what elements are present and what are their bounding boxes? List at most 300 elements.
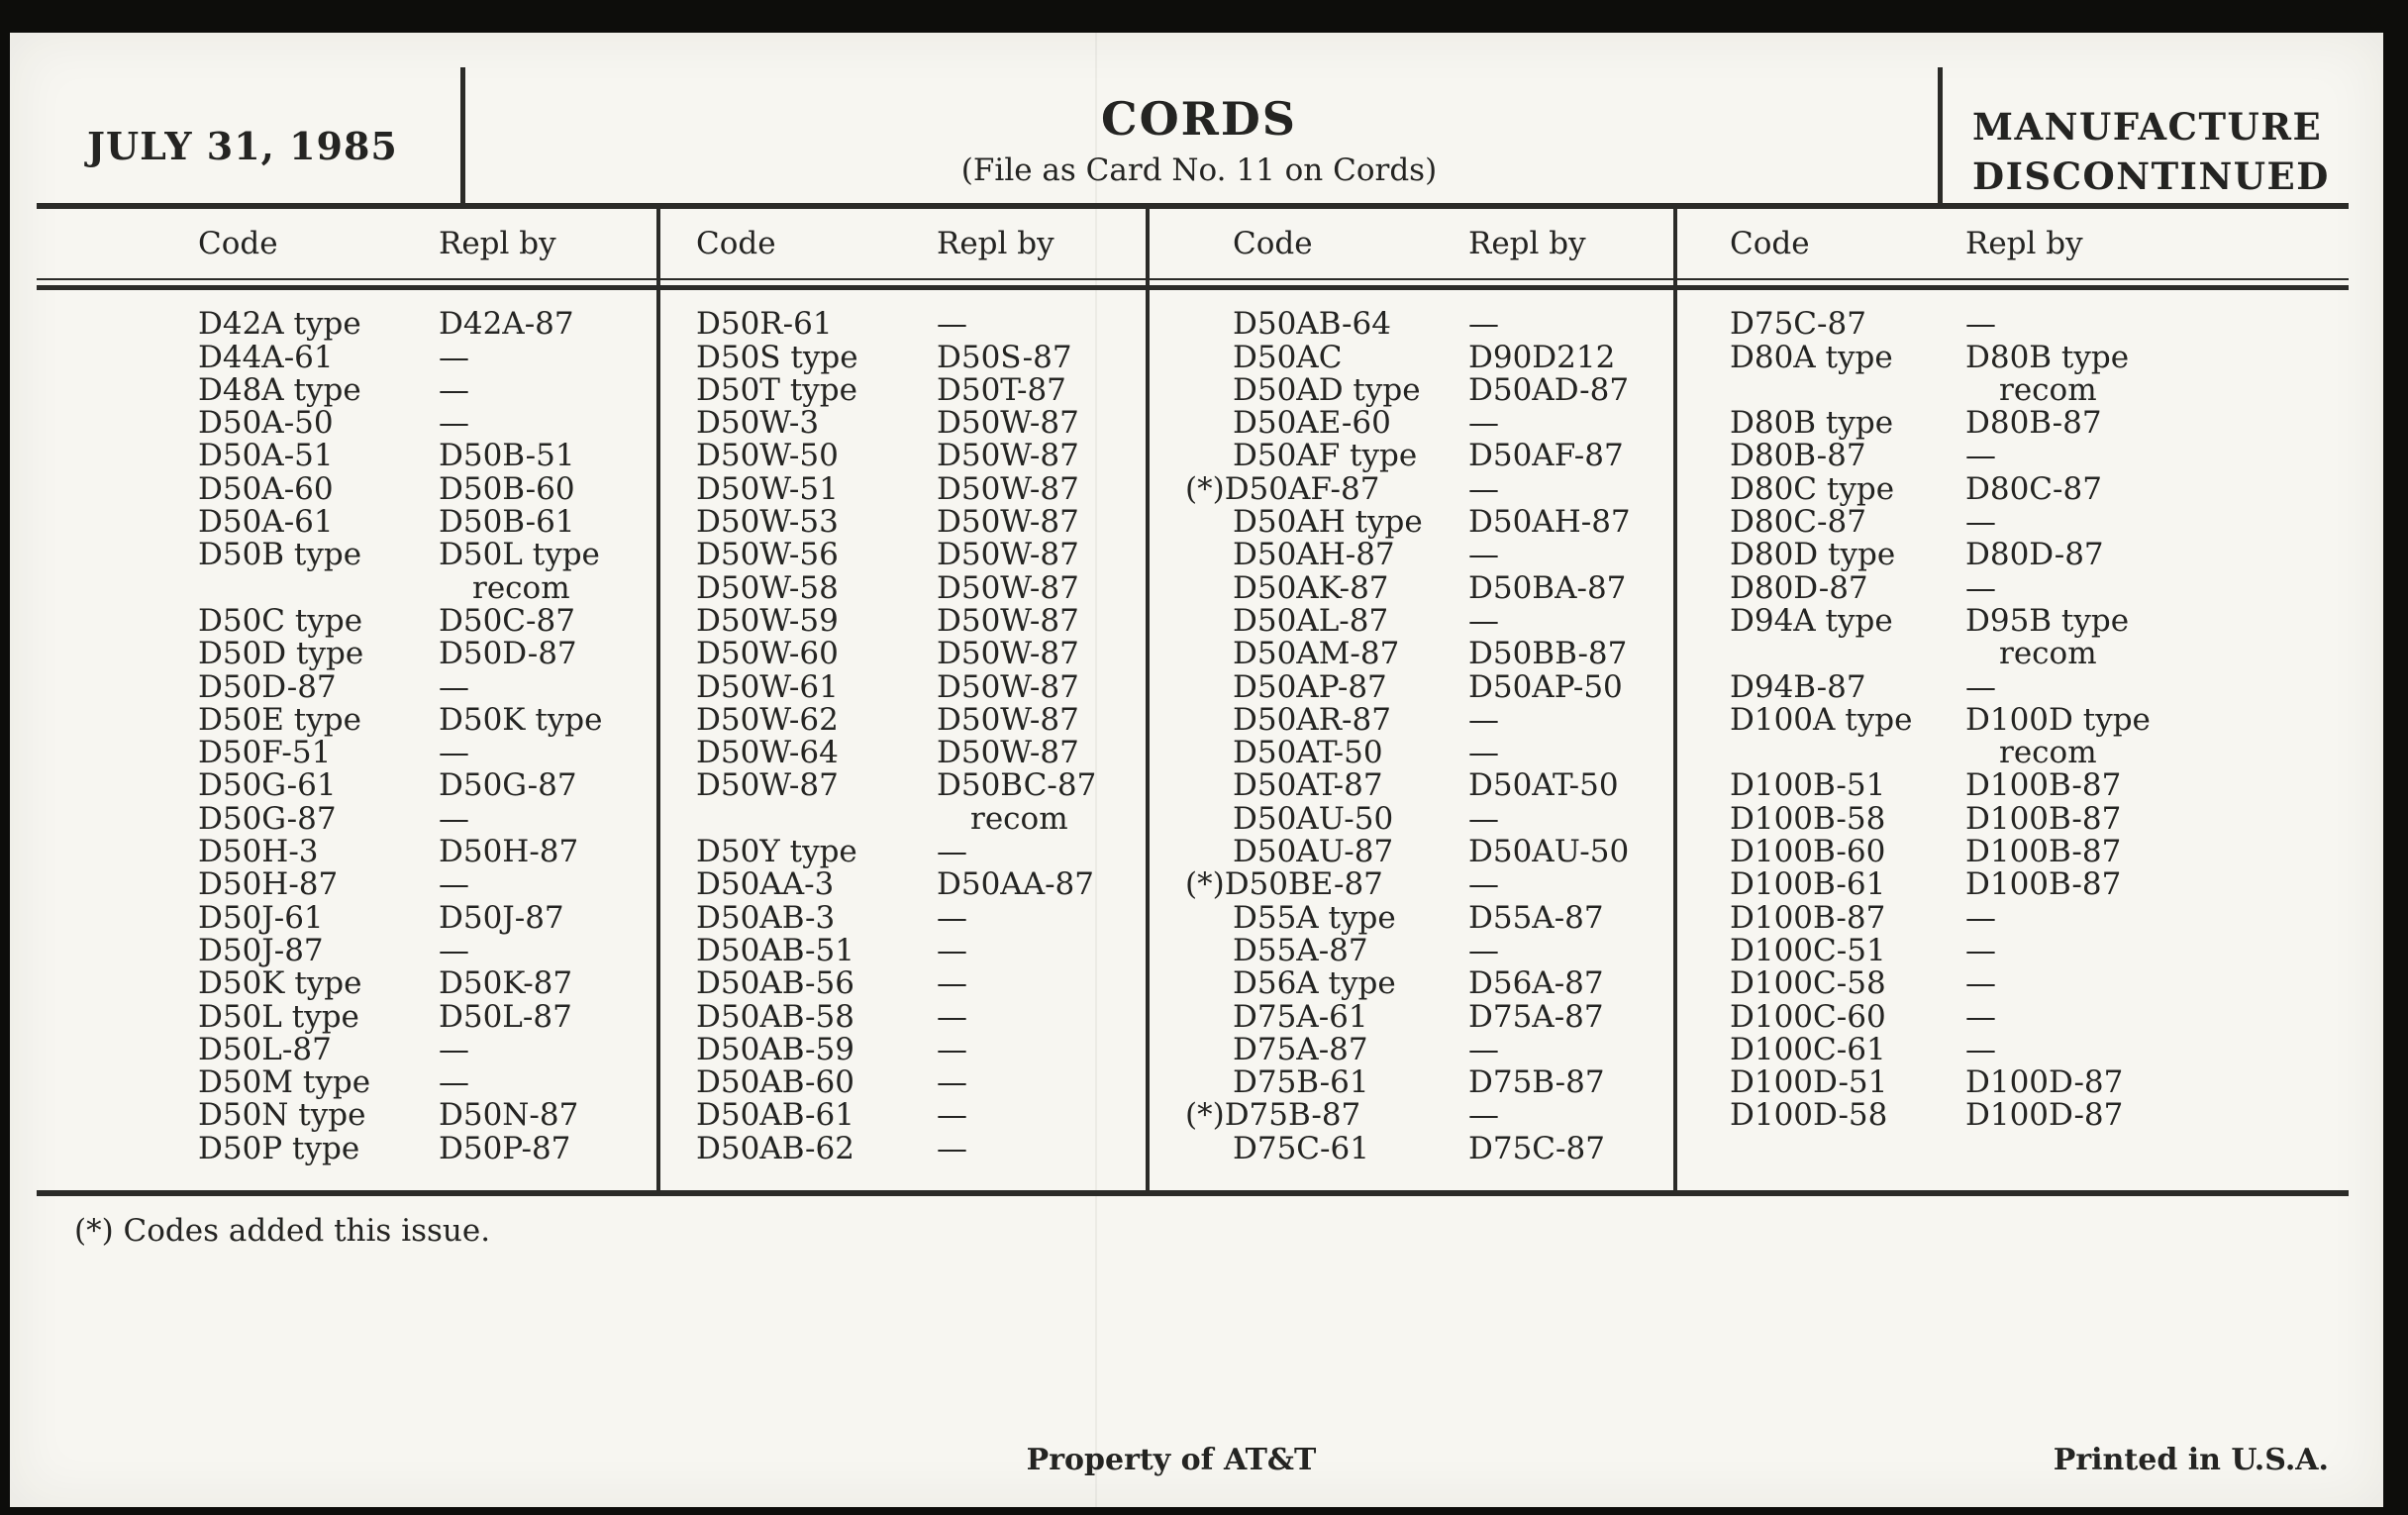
column-header-code: Code <box>198 226 278 261</box>
code-cell: D50W-64 <box>696 735 839 771</box>
repl-by-cell: — <box>1468 735 1499 771</box>
code-cell: D50AB-58 <box>696 998 854 1035</box>
table-row <box>656 407 1146 440</box>
code-cell: D50AE-60 <box>1233 405 1391 442</box>
table-row <box>1146 932 1673 968</box>
code-cell: D50D type <box>198 636 364 672</box>
code-cell: D50H-3 <box>198 834 319 870</box>
code-cell: D50AB-59 <box>696 1031 854 1067</box>
code-cell: D50W-60 <box>696 636 839 672</box>
code-cell: D50L type <box>198 998 359 1035</box>
repl-by-cell: D75A-87 <box>1468 998 1604 1035</box>
code-cell: D75C-61 <box>1233 1130 1369 1166</box>
column-header-code: Code <box>1730 226 1810 261</box>
repl-by-cell: — <box>1965 504 1996 541</box>
table-row <box>1673 440 2349 472</box>
code-cell: D50D-87 <box>198 668 337 705</box>
repl-by-cell: D80B-87 <box>1965 405 2102 442</box>
repl-by-cell: D50B-60 <box>439 470 575 507</box>
code-cell: D50AB-56 <box>696 965 854 1002</box>
code-cell: D50AL-87 <box>1233 602 1389 639</box>
code-cell: D75A-61 <box>1233 998 1368 1035</box>
repl-by-cell: — <box>1965 965 1996 1002</box>
repl-by-cell: D100D-87 <box>1965 1064 2124 1101</box>
page-title: CORDS <box>1100 92 1298 146</box>
code-cell: D50C type <box>198 602 363 639</box>
repl-by-cell: — <box>439 866 469 903</box>
repl-by-cell: — <box>937 1031 967 1067</box>
table-row <box>37 371 653 408</box>
repl-by-cell: D75C-87 <box>1468 1130 1605 1166</box>
table-row <box>37 668 653 705</box>
repl-by-cell: D50K type <box>439 701 603 738</box>
code-cell: D50G-61 <box>198 767 337 804</box>
code-cell: (*)D50BE-87 <box>1185 866 1383 903</box>
table-row <box>37 800 653 837</box>
repl-by-cell: — <box>439 339 469 375</box>
repl-by-cell: D50AA-87 <box>937 866 1094 903</box>
code-column-group-3 <box>1146 228 1673 1165</box>
table-row <box>1146 506 1673 539</box>
table-row <box>37 1066 653 1099</box>
repl-by-cell: — <box>1468 932 1499 968</box>
code-cell: D50W-58 <box>696 569 839 606</box>
repl-by-cell: — <box>937 306 967 343</box>
code-cell: D50AR-87 <box>1233 701 1391 738</box>
table-row <box>1673 506 2349 539</box>
code-cell: D50R-61 <box>696 306 833 343</box>
repl-by-cell: — <box>439 1064 469 1101</box>
code-cell: D50A-61 <box>198 504 334 541</box>
table-row <box>1673 868 2349 901</box>
repl-by-cell: — <box>1468 866 1499 903</box>
code-cell: D80D type <box>1730 537 1896 573</box>
code-cell: D50AC <box>1233 339 1343 375</box>
code-cell: D50F-51 <box>198 735 332 771</box>
code-cell: D50Y type <box>696 834 857 870</box>
repl-by-cell: — <box>1965 899 1996 936</box>
table-row <box>1146 868 1673 901</box>
code-cell: D50AA-3 <box>696 866 835 903</box>
repl-by-cell: — <box>1468 405 1499 442</box>
repl-by-cell: — <box>937 834 967 870</box>
column-header-repl: Repl by <box>1965 226 2083 261</box>
code-cell: D55A type <box>1233 899 1396 936</box>
table-row <box>37 1031 653 1067</box>
table-row <box>1146 1066 1673 1099</box>
table-row <box>1146 899 1673 936</box>
table-row <box>1673 1031 2349 1067</box>
code-cell: D50W-61 <box>696 668 839 705</box>
code-cell: D50A-50 <box>198 405 334 442</box>
table-row <box>37 339 653 375</box>
table-row <box>37 1099 653 1132</box>
repl-by-cell: D100B-87 <box>1965 800 2122 837</box>
repl-by-cell: D50P-87 <box>439 1130 571 1166</box>
manufacture-line: MANUFACTURE <box>1972 105 2323 149</box>
table-row <box>1673 998 2349 1035</box>
recom-note: recom <box>1999 636 2097 672</box>
repl-by-cell: D90D212 <box>1468 339 1616 375</box>
table-row <box>656 602 1146 639</box>
code-cell: D50W-51 <box>696 470 839 507</box>
code-cell: D50W-87 <box>696 767 839 804</box>
table-row <box>656 506 1146 539</box>
table-row <box>656 569 1146 606</box>
repl-by-cell: D50S-87 <box>937 339 1072 375</box>
recom-note: recom <box>1999 735 2097 771</box>
table-row <box>1146 701 1673 738</box>
code-cell: D50AU-50 <box>1233 800 1394 837</box>
table-row <box>1146 668 1673 705</box>
table-row <box>37 967 653 1000</box>
repl-by-cell: — <box>439 371 469 408</box>
code-list <box>656 308 1146 1165</box>
code-cell: D94B-87 <box>1730 668 1866 705</box>
repl-by-cell: D50K-87 <box>439 965 573 1002</box>
table-row <box>37 440 653 472</box>
code-cell: D42A type <box>198 306 361 343</box>
code-cell: D75C-87 <box>1730 306 1866 343</box>
code-cell: D100B-51 <box>1730 767 1886 804</box>
repl-by-cell: D50B-61 <box>439 504 575 541</box>
table-row <box>37 998 653 1035</box>
repl-by-cell: D50T-87 <box>937 371 1066 408</box>
header-rule <box>37 203 2349 209</box>
repl-by-cell: D50W-87 <box>937 701 1079 738</box>
code-cell: D55A-87 <box>1233 932 1368 968</box>
table-row <box>37 470 653 507</box>
repl-by-cell: D100D-87 <box>1965 1097 2124 1134</box>
repl-by-cell: D80B type recom <box>1965 342 2349 408</box>
code-cell: D100C-51 <box>1730 932 1886 968</box>
code-cell: D100A type <box>1730 701 1913 738</box>
code-cell: D80C-87 <box>1730 504 1866 541</box>
column-header-row <box>656 228 1146 260</box>
repl-by-cell: D50BA-87 <box>1468 569 1627 606</box>
code-cell: D50W-62 <box>696 701 839 738</box>
table-row <box>37 899 653 936</box>
code-cell: D48A type <box>198 371 361 408</box>
repl-by-cell: D50BB-87 <box>1468 636 1628 672</box>
table-row <box>1146 539 1673 571</box>
table-row <box>1146 470 1673 507</box>
repl-by-cell: D50W-87 <box>937 636 1079 672</box>
code-cell: D50W-3 <box>696 405 820 442</box>
repl-by-cell: D95B type recom <box>1965 605 2349 671</box>
repl-by-cell: — <box>439 1031 469 1067</box>
manufacture-discontinued-label <box>1972 102 2330 201</box>
repl-by-cell: — <box>937 899 967 936</box>
code-cell: D100D-51 <box>1730 1064 1888 1101</box>
table-row <box>656 638 1146 670</box>
code-cell: D80A type <box>1730 339 1893 375</box>
table-row <box>37 868 653 901</box>
card <box>10 33 2383 1507</box>
table-row <box>656 899 1146 936</box>
repl-by-cell: D50W-87 <box>937 602 1079 639</box>
repl-by-cell: — <box>1965 306 1996 343</box>
footnote: (*) Codes added this issue. <box>74 1213 491 1249</box>
code-cell: D94A type <box>1730 602 1893 639</box>
code-column-group-2 <box>656 228 1146 1165</box>
repl-by-cell: — <box>439 735 469 771</box>
repl-by-cell: D50W-87 <box>937 504 1079 541</box>
repl-by-cell: — <box>439 405 469 442</box>
code-cell: D50AD type <box>1233 371 1421 408</box>
code-cell: D50AT-87 <box>1233 767 1383 804</box>
code-cell: D50E type <box>198 701 361 738</box>
table-row <box>656 701 1146 738</box>
repl-by-cell: — <box>1468 1031 1499 1067</box>
repl-by-cell: D80C-87 <box>1965 470 2102 507</box>
code-cell: D50K type <box>198 965 362 1002</box>
code-cell: D50N type <box>198 1097 366 1134</box>
table-row <box>656 836 1146 868</box>
header-divider-right <box>1938 67 1943 203</box>
repl-by-cell: D50W-87 <box>937 537 1079 573</box>
repl-by-cell: D50W-87 <box>937 569 1079 606</box>
repl-by-cell: — <box>1965 1031 1996 1067</box>
repl-by-cell: D50W-87 <box>937 405 1079 442</box>
code-cell: D80B type <box>1730 405 1894 442</box>
code-cell: D50AU-87 <box>1233 834 1394 870</box>
repl-by-cell: D55A-87 <box>1468 899 1604 936</box>
code-cell: D56A type <box>1233 965 1396 1002</box>
table-row <box>37 539 653 605</box>
repl-by-cell: — <box>1468 306 1499 343</box>
table-row <box>656 539 1146 571</box>
code-cell: D75B-61 <box>1233 1064 1369 1101</box>
table-row <box>1673 569 2349 606</box>
repl-by-cell: — <box>1468 1097 1499 1134</box>
repl-by-cell: — <box>1468 537 1499 573</box>
repl-by-cell: D50AU-50 <box>1468 834 1630 870</box>
code-list <box>37 308 653 1165</box>
repl-by-cell: — <box>439 800 469 837</box>
code-cell: D100D-58 <box>1730 1097 1888 1134</box>
code-cell: D50T type <box>696 371 857 408</box>
repl-by-cell: D50N-87 <box>439 1097 579 1134</box>
code-cell: D50G-87 <box>198 800 337 837</box>
code-cell: D80D-87 <box>1730 569 1868 606</box>
table-row <box>37 932 653 968</box>
repl-by-cell: — <box>937 1130 967 1166</box>
column-header-row <box>1146 228 1673 260</box>
table-row <box>1673 668 2349 705</box>
table-row <box>1146 407 1673 440</box>
repl-by-cell: D100B-87 <box>1965 767 2122 804</box>
recom-note: recom <box>1999 371 2097 408</box>
repl-by-cell: D50W-87 <box>937 438 1079 474</box>
page-subtitle: (File as Card No. 11 on Cords) <box>960 152 1438 188</box>
code-cell: D100B-87 <box>1730 899 1886 936</box>
recom-note: recom <box>472 569 570 606</box>
repl-by-cell: D50AF-87 <box>1468 438 1624 474</box>
code-column-group-4 <box>1673 228 2349 1133</box>
repl-by-cell: D50AT-50 <box>1468 767 1619 804</box>
table-row <box>1146 371 1673 408</box>
repl-by-cell: D50BC-87 recom <box>937 769 1146 836</box>
printed-notice: Printed in U.S.A. <box>2053 1443 2329 1477</box>
table-row <box>1146 800 1673 837</box>
code-cell: D50J-87 <box>198 932 324 968</box>
table-row <box>37 602 653 639</box>
code-cell: D50AB-62 <box>696 1130 854 1166</box>
table-row <box>37 1130 653 1166</box>
repl-by-cell: — <box>937 932 967 968</box>
repl-by-cell: D100D type recom <box>1965 704 2349 770</box>
repl-by-cell: D50AP-50 <box>1468 668 1623 705</box>
table-row <box>656 1031 1146 1067</box>
code-cell: D50P type <box>198 1130 360 1166</box>
column-header-code: Code <box>1233 226 1313 261</box>
repl-by-cell: — <box>1965 932 1996 968</box>
table-row <box>37 308 653 341</box>
code-cell: D50W-50 <box>696 438 839 474</box>
repl-by-cell: — <box>1468 800 1499 837</box>
table-row <box>1146 569 1673 606</box>
repl-by-cell: D100B-87 <box>1965 834 2122 870</box>
code-cell: D44A-61 <box>198 339 334 375</box>
table-row <box>656 932 1146 968</box>
table-row <box>656 1066 1146 1099</box>
repl-by-cell: — <box>1965 668 1996 705</box>
table-row <box>1673 836 2349 868</box>
issue-date: JULY 31, 1985 <box>87 124 398 168</box>
column-header-row <box>37 228 653 260</box>
code-cell: D100C-60 <box>1730 998 1886 1035</box>
table-row <box>1673 967 2349 1000</box>
code-column-group-1 <box>37 228 653 1165</box>
table-row <box>1146 638 1673 670</box>
code-cell: D50W-56 <box>696 537 839 573</box>
repl-by-cell: D50G-87 <box>439 767 577 804</box>
table-row <box>37 506 653 539</box>
code-cell: D50W-53 <box>696 504 839 541</box>
code-cell: D100B-58 <box>1730 800 1886 837</box>
code-cell: D50AK-87 <box>1233 569 1389 606</box>
recom-note: recom <box>970 800 1068 837</box>
code-cell: D50A-60 <box>198 470 334 507</box>
table-row <box>1673 769 2349 802</box>
table-row <box>37 769 653 802</box>
repl-by-cell: D100B-87 <box>1965 866 2122 903</box>
table-row <box>1146 440 1673 472</box>
repl-by-cell: — <box>1468 701 1499 738</box>
table-row <box>1146 967 1673 1000</box>
repl-by-cell: D75B-87 <box>1468 1064 1605 1101</box>
table-row <box>1146 769 1673 802</box>
repl-by-cell: D50L-87 <box>439 998 572 1035</box>
table-row <box>1146 1130 1673 1166</box>
discontinued-line: DISCONTINUED <box>1972 154 2330 198</box>
table-row <box>1146 602 1673 639</box>
table-row <box>656 1099 1146 1132</box>
repl-by-cell: D50H-87 <box>439 834 579 870</box>
code-cell: D50H-87 <box>198 866 339 903</box>
table-row <box>37 701 653 738</box>
code-cell: D50AF type <box>1233 438 1418 474</box>
code-cell: D50AH type <box>1233 504 1423 541</box>
column-header-repl: Repl by <box>1468 226 1586 261</box>
code-list <box>1673 308 2349 1132</box>
repl-by-cell: — <box>937 1097 967 1134</box>
column-header-repl: Repl by <box>937 226 1054 261</box>
table-row <box>1673 800 2349 837</box>
table-row <box>1146 737 1673 769</box>
table-row <box>656 1130 1146 1166</box>
code-cell: D50B type <box>198 537 362 573</box>
repl-by-cell: D50W-87 <box>937 668 1079 705</box>
repl-by-cell: — <box>937 965 967 1002</box>
table-row <box>656 308 1146 341</box>
code-cell: D100C-61 <box>1730 1031 1886 1067</box>
table-row <box>656 769 1146 836</box>
table-row <box>37 638 653 670</box>
repl-by-cell: — <box>1468 470 1499 507</box>
table-row <box>656 737 1146 769</box>
code-cell: D50S type <box>696 339 858 375</box>
code-cell: D50J-61 <box>198 899 324 936</box>
table-row <box>1673 899 2349 936</box>
code-cell: (*)D75B-87 <box>1185 1097 1361 1134</box>
repl-by-cell: D50B-51 <box>439 438 575 474</box>
table-row <box>1146 339 1673 375</box>
repl-by-cell: D80D-87 <box>1965 537 2104 573</box>
table-row <box>656 440 1146 472</box>
table-row <box>1146 308 1673 341</box>
code-cell: D50AB-3 <box>696 899 836 936</box>
table-row <box>1673 470 2349 507</box>
property-notice: Property of AT&T <box>1026 1443 1317 1477</box>
code-cell: D100B-60 <box>1730 834 1886 870</box>
repl-by-cell: — <box>937 998 967 1035</box>
repl-by-cell: — <box>1965 569 1996 606</box>
code-cell: D80C type <box>1730 470 1895 507</box>
code-cell: D50W-59 <box>696 602 839 639</box>
code-cell: D50AB-60 <box>696 1064 854 1101</box>
table-row <box>1673 701 2349 771</box>
header-center <box>460 92 1938 188</box>
code-cell: D100C-58 <box>1730 965 1886 1002</box>
table-row <box>656 967 1146 1000</box>
repl-by-cell: — <box>439 668 469 705</box>
table-row <box>1146 998 1673 1035</box>
code-cell: D80B-87 <box>1730 438 1866 474</box>
table-row <box>1673 1099 2349 1132</box>
table-row <box>1673 407 2349 440</box>
table-row <box>656 470 1146 507</box>
table-row <box>1673 1066 2349 1099</box>
table-row <box>656 668 1146 705</box>
code-cell: D50AT-50 <box>1233 735 1383 771</box>
code-cell: D75A-87 <box>1233 1031 1368 1067</box>
code-list <box>1146 308 1673 1165</box>
code-cell: D50AM-87 <box>1233 636 1400 672</box>
repl-by-cell: D50AD-87 <box>1468 371 1630 408</box>
repl-by-cell: — <box>1965 998 1996 1035</box>
table-row <box>656 371 1146 408</box>
table-bottom-rule <box>37 1190 2349 1196</box>
column-header-code: Code <box>696 226 776 261</box>
repl-by-cell: D50W-87 <box>937 470 1079 507</box>
table-row <box>1673 602 2349 672</box>
column-header-repl: Repl by <box>439 226 556 261</box>
code-cell: (*)D50AF-87 <box>1185 470 1380 507</box>
table-row <box>37 407 653 440</box>
code-cell: D50AP-87 <box>1233 668 1387 705</box>
